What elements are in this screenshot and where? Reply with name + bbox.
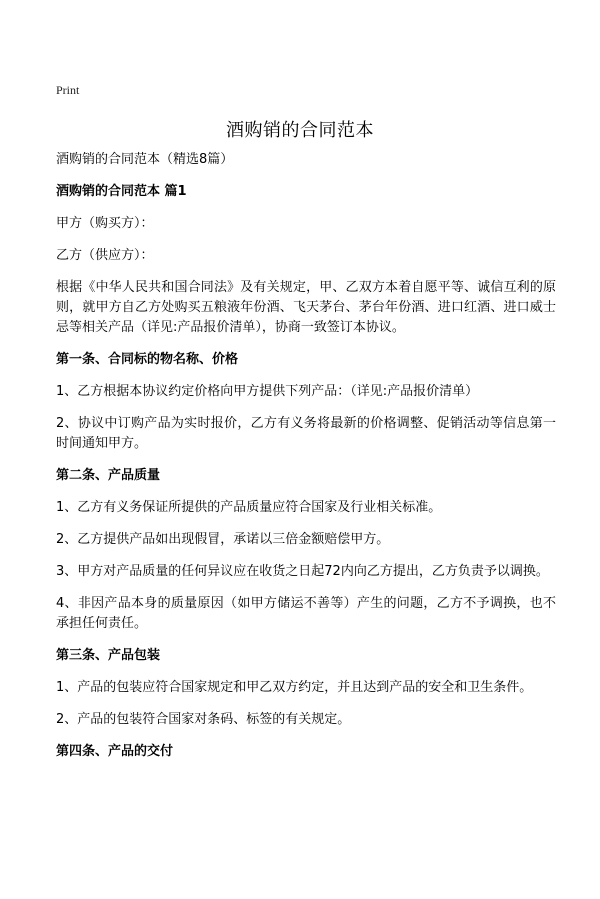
article-2-item: 3、甲方对产品质量的任何异议应在收货之日起72内向乙方提出，乙方负责予以调换。	[56, 564, 549, 579]
article-2-item: 1、乙方有义务保证所提供的产品质量应符合国家及行业相关标准。	[56, 500, 442, 515]
party-b-line: 乙方（供应方）：	[56, 248, 154, 263]
section-title: 酒购销的合同范本 篇1	[56, 184, 187, 199]
article-3-item: 1、产品的包装应符合国家规定和甲乙双方约定，并且达到产品的安全和卫生条件。	[56, 680, 533, 695]
article-1-item: 2、协议中订购产品为实时报价，乙方有义务将最新的价格调整、促销活动等信息第一时间通知甲方。	[56, 416, 556, 451]
document-title: 酒购销的合同范本	[226, 120, 374, 141]
intro-paragraph: 根据《中华人民共和国合同法》及有关规定，甲、乙双方本着自愿平等、诚信互利的原则，就甲方自乙方处购买五粮液年份酒、飞天茅台、茅台年份酒、进口红酒、进口威士忌等相关产品（详见:产品报价清单），协商一致签订本协议。	[56, 280, 556, 335]
article-3-heading: 第三条、产品包装	[56, 648, 161, 663]
document-body	[56, 150, 556, 774]
article-4-heading: 第四条、产品的交付	[56, 744, 174, 759]
article-2-item: 2、乙方提供产品如出现假冒，承诺以三倍金额赔偿甲方。	[56, 532, 390, 547]
print-label[interactable]: Print	[56, 83, 80, 97]
article-2-heading: 第二条、产品质量	[56, 468, 161, 483]
article-1-item: 1、乙方根据本协议约定价格向甲方提供下列产品：（详见:产品报价清单）	[56, 384, 479, 399]
article-3-item: 2、产品的包装符合国家对条码、标签的有关规定。	[56, 712, 351, 727]
article-1-heading: 第一条、合同标的物名称、价格	[56, 352, 239, 367]
document-subtitle: 酒购销的合同范本（精选8篇）	[56, 152, 234, 167]
party-a-line: 甲方（购买方）：	[56, 216, 154, 231]
article-2-item: 4、非因产品本身的质量原因（如甲方储运不善等）产生的问题，乙方不予调换，也不承担任何责任。	[56, 596, 556, 631]
